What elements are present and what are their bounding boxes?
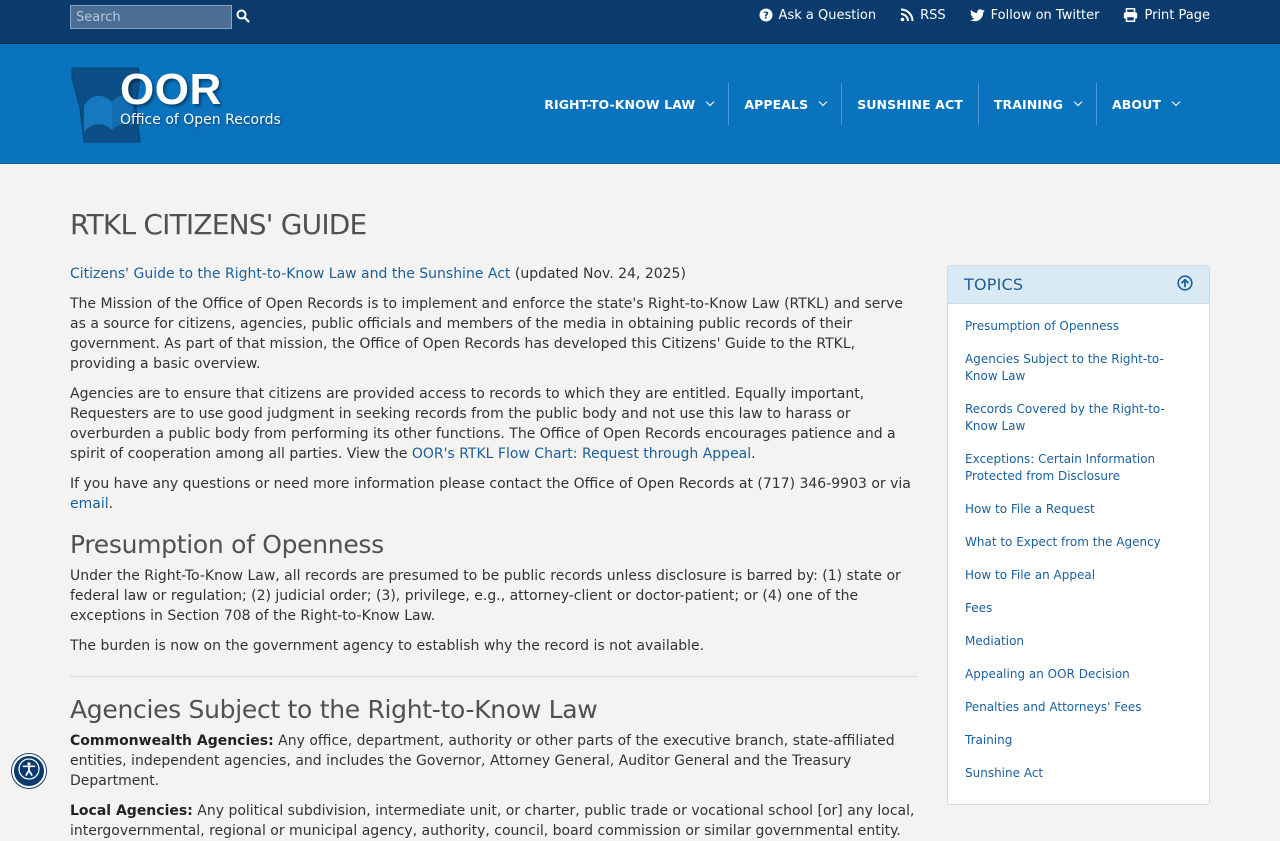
twitter-link[interactable] bbox=[970, 8, 1100, 23]
utility-bar bbox=[0, 0, 1280, 44]
topic-link-penalties[interactable]: Penalties and Attorneys' Fees bbox=[965, 700, 1142, 714]
topics-title: TOPICS bbox=[964, 275, 1024, 294]
commonwealth-paragraph bbox=[70, 731, 918, 791]
rss-icon bbox=[900, 8, 914, 22]
nav-label: SUNSHINE ACT bbox=[857, 96, 963, 112]
local-text: Any political subdivision, intermediate unit, or charter, public trade or vocational school [or] any local, intergovernmental, regional or municipal agency, authority, council, board commission or similar governmental entity. bbox=[70, 803, 915, 839]
local-label: Local Agencies: bbox=[70, 803, 193, 819]
nav-right-to-know-law[interactable] bbox=[529, 83, 728, 125]
twitter-icon bbox=[970, 9, 985, 22]
nav-label: RIGHT-TO-KNOW LAW bbox=[544, 96, 696, 112]
accessibility-button[interactable] bbox=[12, 754, 46, 788]
topics-header bbox=[948, 266, 1209, 304]
rss-label: RSS bbox=[920, 7, 946, 23]
presumption-paragraph: Under the Right-To-Know Law, all records are presumed to be public records unless disclosure is barred by: (1) state or federal law or regulation; (2) judicial order; (3), privilege, e.g., attorney-client or doctor-patient; or (4) one of the exceptions in Section 708 of the Right-to-Know Law. bbox=[70, 568, 901, 624]
citizens-guide-link[interactable]: Citizens' Guide to the Right-to-Know Law and the Sunshine Act bbox=[70, 266, 511, 282]
contact-text: If you have any questions or need more information please contact the Office of Open Records at (717) 346-9903 or via bbox=[70, 476, 911, 492]
logo-subtitle: Office of Open Records bbox=[120, 112, 281, 128]
utility-links bbox=[759, 0, 1210, 30]
topic-link-file-request[interactable]: How to File a Request bbox=[965, 502, 1095, 516]
chevron-down-icon bbox=[819, 98, 827, 106]
logo-title: OOR bbox=[120, 65, 222, 114]
chevron-down-icon bbox=[1074, 98, 1082, 106]
topic-link-fees[interactable]: Fees bbox=[965, 601, 993, 615]
topic-link-exceptions[interactable]: Exceptions: Certain Information Protected from Disclosure bbox=[965, 452, 1156, 483]
print-label: Print Page bbox=[1144, 7, 1210, 23]
print-icon bbox=[1123, 8, 1138, 22]
section-heading-presumption: Presumption of Openness bbox=[70, 530, 384, 559]
ask-question-label: Ask a Question bbox=[778, 7, 877, 23]
guide-paragraph bbox=[70, 264, 918, 284]
chevron-down-icon bbox=[1172, 98, 1180, 106]
topic-link-expect[interactable]: What to Expect from the Agency bbox=[965, 535, 1161, 549]
search-icon[interactable] bbox=[236, 8, 254, 26]
contact-paragraph bbox=[70, 474, 918, 514]
topic-link-appealing-decision[interactable]: Appealing an OOR Decision bbox=[965, 667, 1130, 681]
topic-link-sunshine[interactable]: Sunshine Act bbox=[965, 766, 1044, 780]
nav-training[interactable] bbox=[978, 83, 1096, 125]
main-nav bbox=[529, 82, 1194, 126]
svg-text:?: ? bbox=[762, 10, 769, 22]
topic-link-agencies[interactable]: Agencies Subject to the Right-to-Know Law bbox=[965, 352, 1164, 383]
mission-paragraph: The Mission of the Office of Open Records is to implement and enforce the state's Right-to-Know Law (RTKL) and serve as a source for citizens, agencies, public officials and members of the media in obtaining public records of their government. As part of that mission, the Office of Open Records has developed this Citizens' Guide to the RTKL, providing a basic overview. bbox=[70, 296, 904, 372]
twitter-label: Follow on Twitter bbox=[990, 7, 1100, 23]
agencies-paragraph bbox=[70, 384, 918, 464]
topic-link-training[interactable]: Training bbox=[965, 733, 1013, 747]
nav-label: APPEALS bbox=[744, 96, 809, 112]
email-link[interactable]: email bbox=[70, 496, 109, 512]
topic-link-presumption[interactable]: Presumption of Openness bbox=[965, 319, 1119, 333]
agencies-text: Agencies are to ensure that citizens are provided access to records to which they are entitled. Equally important, Requesters are to use good judgment in seeking records from the public body and not use this law to harass or overburden a public body from performing its other functions. The Office of Open Records encourages patience and a spirit of cooperation among all parties. View the bbox=[70, 386, 896, 462]
search-input[interactable] bbox=[70, 5, 232, 29]
print-link[interactable] bbox=[1123, 8, 1210, 23]
main-content bbox=[70, 164, 918, 841]
nav-appeals[interactable] bbox=[728, 83, 841, 125]
page-title: RTKL CITIZENS' GUIDE bbox=[70, 208, 367, 241]
section-divider bbox=[70, 676, 918, 677]
nav-sunshine-act[interactable] bbox=[841, 83, 978, 125]
topic-link-mediation[interactable]: Mediation bbox=[965, 634, 1025, 648]
nav-about[interactable] bbox=[1096, 83, 1194, 125]
burden-paragraph: The burden is now on the government agency to establish why the record is not available. bbox=[70, 638, 705, 654]
section-heading-agencies: Agencies Subject to the Right-to-Know Law bbox=[70, 695, 598, 724]
topic-link-file-appeal[interactable]: How to File an Appeal bbox=[965, 568, 1096, 582]
accessibility-icon bbox=[18, 758, 40, 784]
nav-label: ABOUT bbox=[1111, 96, 1161, 112]
commonwealth-label: Commonwealth Agencies: bbox=[70, 733, 274, 749]
chevron-down-icon bbox=[706, 98, 714, 106]
guide-updated-text: (updated Nov. 24, 2025) bbox=[510, 266, 686, 282]
ask-question-link[interactable] bbox=[759, 8, 877, 23]
rss-link[interactable] bbox=[900, 8, 946, 23]
site-logo[interactable] bbox=[70, 64, 290, 144]
arrow-up-circle-icon[interactable] bbox=[1177, 275, 1193, 295]
contact-after: . bbox=[108, 496, 114, 512]
question-circle-icon bbox=[759, 8, 773, 22]
local-paragraph bbox=[70, 801, 918, 841]
flow-chart-after: . bbox=[751, 446, 756, 462]
site-header bbox=[0, 44, 1280, 164]
nav-label: TRAINING bbox=[993, 96, 1063, 112]
topics-sidebar bbox=[947, 265, 1210, 805]
commonwealth-text: Any office, department, authority or other parts of the executive branch, state-affiliated entities, independent agencies, and includes the Governor, Attorney General, Auditor General and the Treasury Department. bbox=[70, 733, 895, 789]
flow-chart-link[interactable]: OOR's RTKL Flow Chart: Request through Appeal bbox=[411, 446, 752, 462]
topics-list bbox=[948, 304, 1209, 782]
topic-link-records[interactable]: Records Covered by the Right-to-Know Law bbox=[965, 402, 1165, 433]
